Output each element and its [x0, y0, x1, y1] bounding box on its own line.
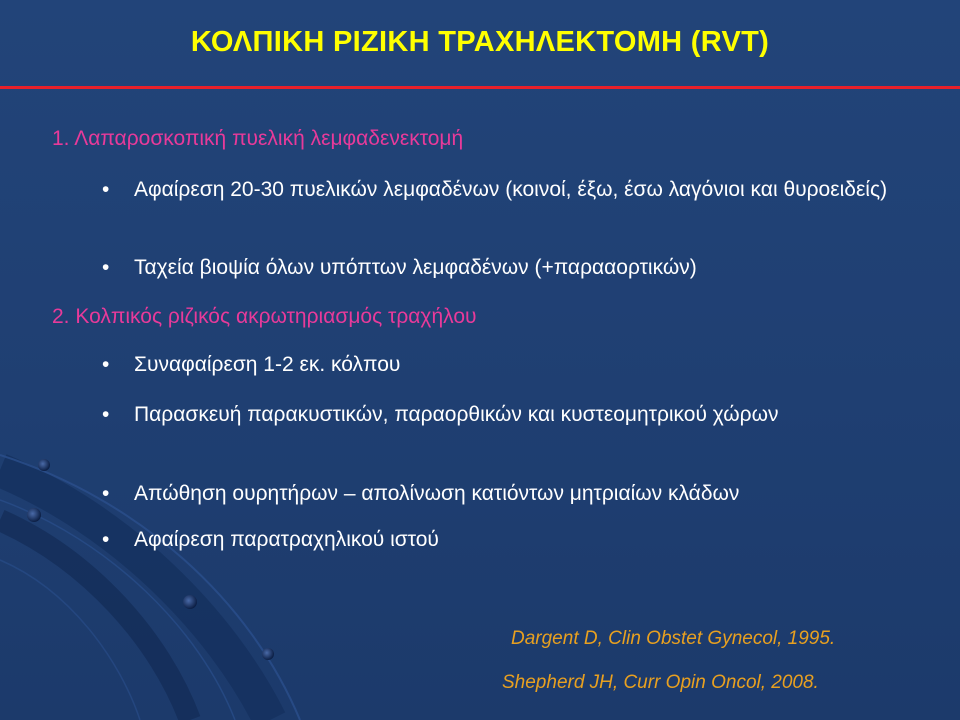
bullet-item: Απώθηση ουρητήρων – απολίνωση κατιόντων μητριαίων κλάδων — [134, 482, 740, 505]
section-heading-2: 2. Κολπικός ριζικός ακρωτηριασμός τραχήλου — [52, 305, 477, 328]
slide-title: ΚΟΛΠΙΚΗ ΡΙΖΙΚΗ ΤΡΑΧΗΛΕΚΤΟΜΗ (RVT) — [190, 26, 770, 58]
bullet-marker: • — [102, 482, 110, 505]
section-heading-1: 1. Λαπαροσκοπική πυελική λεμφαδενεκτομή — [52, 127, 464, 150]
bullet-item: Αφαίρεση παρατραχηλικού ιστού — [134, 528, 439, 551]
bullet-item: Αφαίρεση 20-30 πυελικών λεμφαδένων (κοινοί, έξω, έσω λαγόνιοι και θυροειδείς) — [134, 178, 888, 201]
bullet-item: Παρασκευή παρακυστικών, παραορθικών και κυστεομητρικού χώρων — [134, 403, 779, 426]
bullet-marker: • — [102, 403, 110, 426]
bullet-marker: • — [102, 353, 110, 376]
bullet-marker: • — [102, 528, 110, 551]
title-divider — [0, 86, 960, 89]
bullet-item: Συναφαίρεση 1-2 εκ. κόλπου — [134, 353, 401, 376]
bullet-marker: • — [102, 178, 110, 201]
bullet-marker: • — [102, 256, 110, 279]
bullet-item: Ταχεία βιοψία όλων υπόπτων λεμφαδένων (+παρααορτικών) — [134, 256, 697, 279]
reference-citation: Shepherd JH, Curr Opin Oncol, 2008. — [502, 672, 819, 693]
reference-citation: Dargent D, Clin Obstet Gynecol, 1995. — [511, 628, 836, 649]
